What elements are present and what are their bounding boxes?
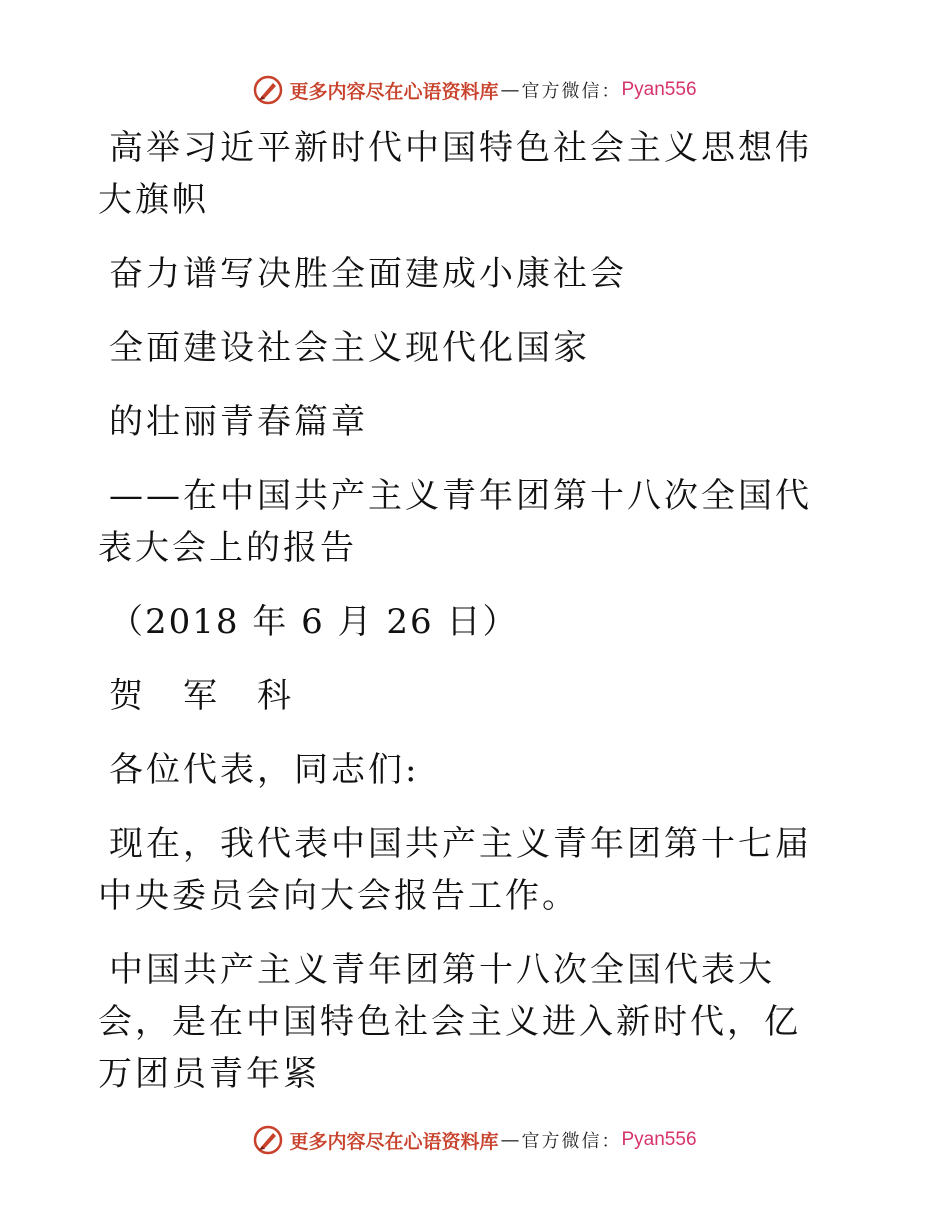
watermark-wechat-label: 官方微信： <box>521 1131 622 1152</box>
title-line-1: 高举习近平新时代中国特色社会主义思想伟大旗帜 <box>98 128 812 220</box>
body-paragraph: 中国共产主义青年团第十八次全国代表大会，是在中国特色社会主义进入新时代，亿万团员青年紧 <box>98 950 801 1094</box>
title-line-4: 的壮丽青春篇章 <box>109 402 368 442</box>
pen-circle-logo-icon <box>253 1125 283 1155</box>
subtitle: ——在中国共产主义青年团第十八次全国代表大会上的报告 <box>98 476 812 568</box>
title-line-2: 奋力谱写决胜全面建成小康社会 <box>109 254 627 294</box>
watermark-separator: — <box>500 79 520 101</box>
footer-watermark <box>0 1120 950 1160</box>
watermark-wechat-label: 官方微信： <box>521 81 622 102</box>
salutation: 各位代表，同志们: <box>109 750 420 790</box>
author-name: 贺 军 科 <box>109 676 294 716</box>
document-body <box>98 122 833 1122</box>
title-line-3: 全面建设社会主义现代化国家 <box>109 328 590 368</box>
header-watermark <box>0 70 950 110</box>
report-date: （2018 年 6 月 26 日） <box>109 602 519 642</box>
watermark-brand-text: 更多内容尽在心语资料库 <box>289 1130 499 1153</box>
pen-circle-logo-icon <box>253 75 283 105</box>
watermark-brand-text: 更多内容尽在心语资料库 <box>289 80 499 103</box>
watermark-wechat-id: Pyan556 <box>621 79 697 100</box>
body-paragraph: 现在，我代表中国共产主义青年团第十七届中央委员会向大会报告工作。 <box>98 824 812 916</box>
watermark-separator: — <box>500 1129 520 1151</box>
watermark-wechat-id: Pyan556 <box>621 1129 697 1150</box>
